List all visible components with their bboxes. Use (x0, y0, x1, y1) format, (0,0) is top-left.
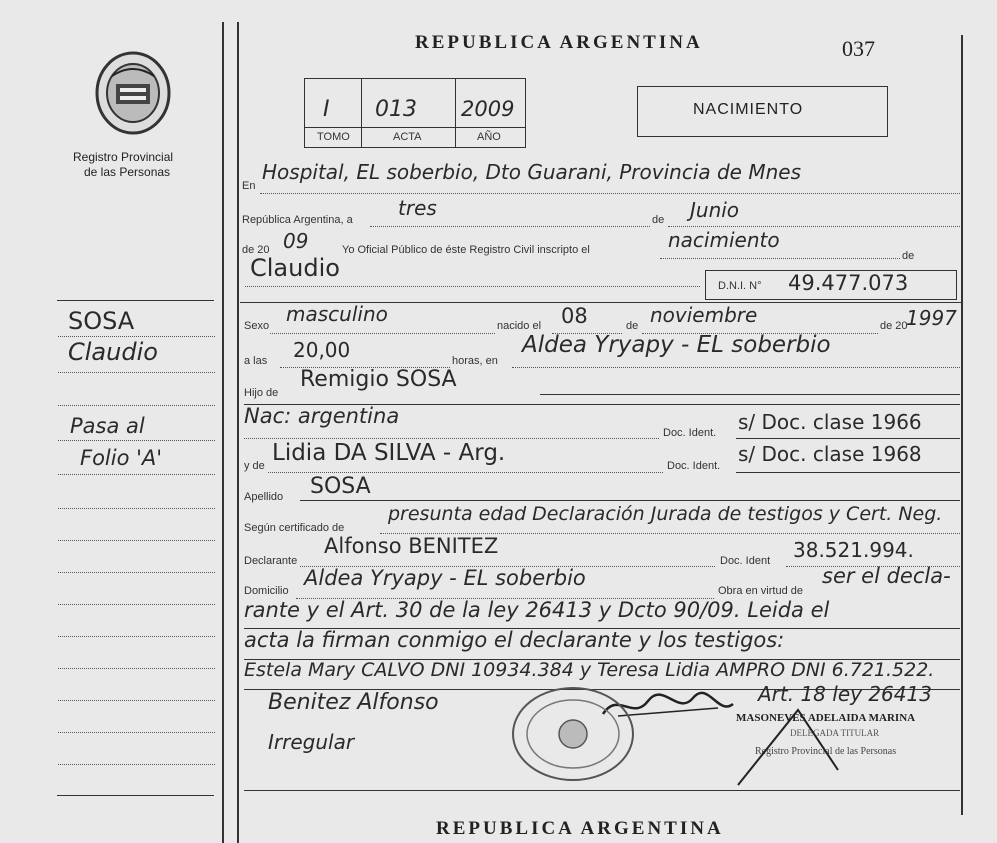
acta-label: ACTA (393, 131, 422, 143)
dni-box (705, 270, 957, 300)
record-box (304, 78, 526, 148)
declarante-label: Declarante (244, 555, 298, 567)
nacido-anio: 1997 (906, 306, 957, 330)
hijo-label: Hijo de (244, 387, 279, 399)
country-title: REPUBLICA ARGENTINA (415, 32, 703, 53)
madre-value: Lidia DA SILVA - Arg. (272, 440, 506, 466)
signature-declarante: Benitez Alfonso (268, 690, 439, 715)
mes-value: Junio (690, 198, 740, 222)
horas-label: horas, en (452, 355, 498, 367)
declarante-value: Alfonso BENITEZ (324, 534, 499, 558)
nacido-dia: 08 (561, 304, 588, 328)
madre-doc: s/ Doc. clase 1968 (738, 442, 922, 466)
tomo-label: TOMO (317, 131, 350, 143)
margin-surname: SOSA (68, 307, 135, 335)
domicilio-label: Domicilio (244, 585, 289, 597)
texto-linea-1: rante y el Art. 30 de la ley 26413 y Dcto 90/09. Leida el (244, 598, 830, 622)
margin-note-line2: Folio 'A' (80, 446, 163, 470)
registry-name-line1: Registro Provincial (73, 150, 174, 164)
margin-rule-bottom (57, 795, 214, 796)
sexo-value: masculino (286, 302, 388, 326)
margin-note-line1: Pasa al (70, 414, 145, 438)
en-value: Hospital, EL soberbio, Dto Guarani, Provincia de Mnes (262, 160, 801, 184)
certificado-label: Según certificado de (244, 522, 345, 534)
official-stamp-org: Registro Provincial de las Personas (755, 746, 897, 757)
dia-value: tres (398, 196, 437, 220)
apellido-value: SOSA (310, 474, 371, 499)
registry-name-line2: de las Personas (84, 165, 171, 179)
right-margin-rule (961, 35, 963, 815)
section-rule-bottom (244, 790, 960, 791)
nacido-label: nacido el (497, 320, 542, 332)
page-number: 037 (842, 36, 875, 61)
obra-label: Obra en virtud de (718, 585, 803, 597)
tomo-value: I (323, 97, 330, 122)
declarante-doc-label: Doc. Ident (720, 555, 771, 567)
de-label-2: de (902, 250, 915, 262)
record-type-box (637, 86, 888, 137)
acta-value: 013 (375, 97, 417, 122)
inscripto-value: nacimiento (668, 228, 780, 252)
obra-value: ser el decla- (822, 564, 951, 588)
record-type: NACIMIENTO (693, 101, 804, 118)
padre-nacionalidad: Nac: argentina (244, 404, 400, 428)
doc-ident-label-2: Doc. Ident. (667, 460, 721, 472)
official-flourish-icon (728, 700, 868, 790)
yde-label: y de (244, 460, 265, 472)
official-stamp-name: MASONEVES ADELAIDA MARINA (736, 712, 916, 724)
left-margin-rule (222, 22, 224, 843)
anio-value: 2009 (461, 97, 515, 121)
margin-rule-top (57, 300, 214, 301)
dni-label: D.N.I. N° (718, 280, 762, 292)
anio-label: AÑO (477, 131, 501, 143)
lugar-value: Aldea Yryapy - EL soberbio (522, 332, 831, 358)
oficial-text: Yo Oficial Público de éste Registro Civil inscripto el (342, 244, 590, 256)
nombre-value: Claudio (250, 254, 340, 282)
apellido-label: Apellido (244, 491, 284, 503)
inner-margin-rule (237, 22, 239, 843)
registry-seal-icon (92, 48, 174, 138)
hora-value: 20,00 (293, 338, 351, 362)
de20-label: de 20 (242, 244, 270, 256)
anio-value-field: 09 (283, 229, 309, 253)
en-label: En (242, 180, 256, 192)
domicilio-value: Aldea Yryapy - EL soberbio (304, 566, 586, 590)
doc-ident-label: Doc. Ident. (663, 427, 717, 439)
official-seal-stamp-icon (508, 684, 638, 784)
de20-label-2: de 20 (880, 320, 908, 332)
nacido-mes: noviembre (650, 303, 758, 327)
footer-country-title: REPUBLICA ARGENTINA (436, 818, 724, 839)
official-stamp-role: DELEGADA TITULAR (790, 728, 880, 738)
de-label: de (652, 214, 665, 226)
dni-value: 49.477.073 (788, 271, 909, 295)
de-label-3: de (626, 320, 639, 332)
art-note: Art. 18 ley 26413 (758, 682, 932, 706)
sexo-label: Sexo (244, 320, 270, 332)
declarante-doc: 38.521.994. (793, 538, 914, 562)
texto-linea-3: Estela Mary CALVO DNI 10934.384 y Teresa Lidia AMPRO DNI 6.721.522. (244, 659, 935, 681)
republica-label: República Argentina, a (242, 214, 353, 226)
alas-label: a las (244, 355, 268, 367)
certificado-value: presunta edad Declaración Jurada de testigos y Cert. Neg. (388, 503, 943, 525)
padre-value: Remigio SOSA (300, 367, 457, 392)
padre-doc: s/ Doc. clase 1966 (738, 410, 922, 434)
signature-testigo: Irregular (268, 730, 355, 754)
texto-linea-2: acta la firman conmigo el declarante y los testigos: (244, 628, 785, 652)
margin-given-name: Claudio (68, 338, 158, 366)
